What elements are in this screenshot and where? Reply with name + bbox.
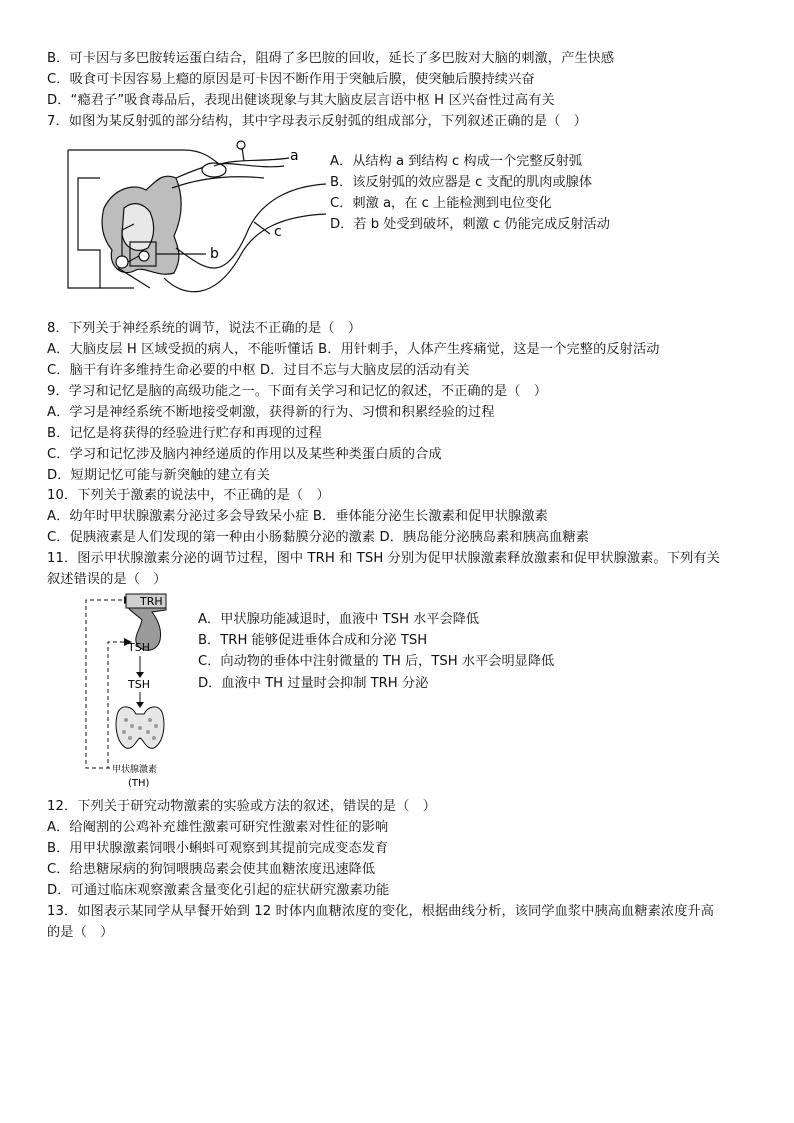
q9-stem: 9．学习和记忆是脑的高级功能之一。下面有关学习和记忆的叙述，不正确的是（ ） bbox=[47, 384, 548, 399]
label-trh: TRH bbox=[140, 595, 163, 608]
q11-option-b: B．TRH 能够促进垂体合成和分泌 TSH bbox=[198, 633, 428, 648]
q7-option-d: D．若 b 处受到破坏，刺激 c 仍能完成反射活动 bbox=[330, 217, 610, 232]
q8-options-cd: C．脑干有许多维持生命必要的中枢 D．过目不忘与大脑皮层的活动有关 bbox=[47, 363, 470, 378]
label-c: c bbox=[274, 224, 282, 240]
thyroid-regulation-figure bbox=[80, 590, 190, 790]
q11-option-d: D．血液中 TH 过量时会抑制 TRH 分泌 bbox=[198, 676, 429, 691]
reflex-arc-figure bbox=[64, 138, 326, 302]
q10-options-ab: A．幼年时甲状腺激素分泌过多会导致呆小症 B．垂体能分泌生长激素和促甲状腺激素 bbox=[47, 509, 548, 524]
label-b: b bbox=[210, 246, 219, 262]
q9-option-a: A．学习是神经系统不断地接受刺激，获得新的行为、习惯和积累经验的过程 bbox=[47, 405, 495, 420]
q7-option-b: B．该反射弧的效应器是 c 支配的肌肉或腺体 bbox=[330, 175, 593, 190]
q8-options-ab: A．大脑皮层 H 区域受损的病人，不能听懂话 B．用针刺手，人体产生疼痛觉，这是一个完整的反射活动 bbox=[47, 342, 660, 357]
q6-option-b: B．可卡因与多巴胺转运蛋白结合，阻碍了多巴胺的回收，延长了多巴胺对大脑的刺激，产生快感 bbox=[47, 51, 615, 66]
q12-option-a: A．给阉割的公鸡补充雄性激素可研究性激素对性征的影响 bbox=[47, 820, 389, 835]
q8-stem: 8．下列关于神经系统的调节，说法不正确的是（ ） bbox=[47, 321, 362, 336]
q13-stem: 13．如图表示某同学从早餐开始到 12 时体内血糖浓度的变化，根据曲线分析，该同学血浆中胰高血糖素浓度升高 bbox=[47, 904, 715, 919]
q7-option-a: A．从结构 a 到结构 c 构成一个完整反射弧 bbox=[330, 154, 583, 169]
q10-options-cd: C．促胰液素是人们发现的第一种由小肠黏膜分泌的激素 D．胰岛能分泌胰岛素和胰高血糖素 bbox=[47, 530, 590, 545]
q7-stem: 7．如图为某反射弧的部分结构，其中字母表示反射弧的组成部分，下列叙述正确的是（ ） bbox=[47, 114, 587, 129]
q12-option-c: C．给患糖尿病的狗饲喂胰岛素会使其血糖浓度迅速降低 bbox=[47, 862, 376, 877]
label-th: (TH) bbox=[128, 778, 150, 789]
label-thyroid-hormone: 甲状腺激素 bbox=[112, 765, 158, 775]
label-tsh-blood: TSH bbox=[128, 678, 150, 691]
q11-option-a: A．甲状腺功能减退时，血液中 TSH 水平会降低 bbox=[198, 612, 480, 627]
q12-stem: 12．下列关于研究动物激素的实验或方法的叙述，错误的是（ ） bbox=[47, 799, 437, 814]
q7-option-c: C．刺激 a，在 c 上能检测到电位变化 bbox=[330, 196, 552, 211]
q11-stem-cont: 叙述错误的是（ ） bbox=[47, 572, 167, 587]
label-tsh-pituitary: TSH bbox=[128, 641, 150, 654]
q12-option-d: D．可通过临床观察激素含量变化引起的症状研究激素功能 bbox=[47, 883, 390, 898]
q10-stem: 10．下列关于激素的说法中，不正确的是（ ） bbox=[47, 488, 330, 503]
q6-option-d: D．“瘾君子”吸食毒品后，表现出健谈现象与其大脑皮层言语中枢 H 区兴奋性过高有关 bbox=[47, 93, 555, 108]
q11-stem: 11．图示甲状腺激素分泌的调节过程，图中 TRH 和 TSH 分别为促甲状腺激素释放激素和促甲状腺激素。下列有关 bbox=[47, 551, 720, 566]
q9-option-d: D．短期记忆可能与新突触的建立有关 bbox=[47, 468, 270, 483]
q9-option-b: B．记忆是将获得的经验进行贮存和再现的过程 bbox=[47, 426, 322, 441]
label-a: a bbox=[290, 148, 299, 164]
q12-option-b: B．用甲状腺激素饲喂小蝌蚪可观察到其提前完成变态发育 bbox=[47, 841, 389, 856]
q11-option-c: C．向动物的垂体中注射微量的 TH 后，TSH 水平会明显降低 bbox=[198, 654, 555, 669]
q6-option-c: C．吸食可卡因容易上瘾的原因是可卡因不断作用于突触后膜，使突触后膜持续兴奋 bbox=[47, 72, 535, 87]
q13-stem-cont: 的是（ ） bbox=[47, 925, 114, 940]
q9-option-c: C．学习和记忆涉及脑内神经递质的作用以及某些种类蛋白质的合成 bbox=[47, 447, 442, 462]
